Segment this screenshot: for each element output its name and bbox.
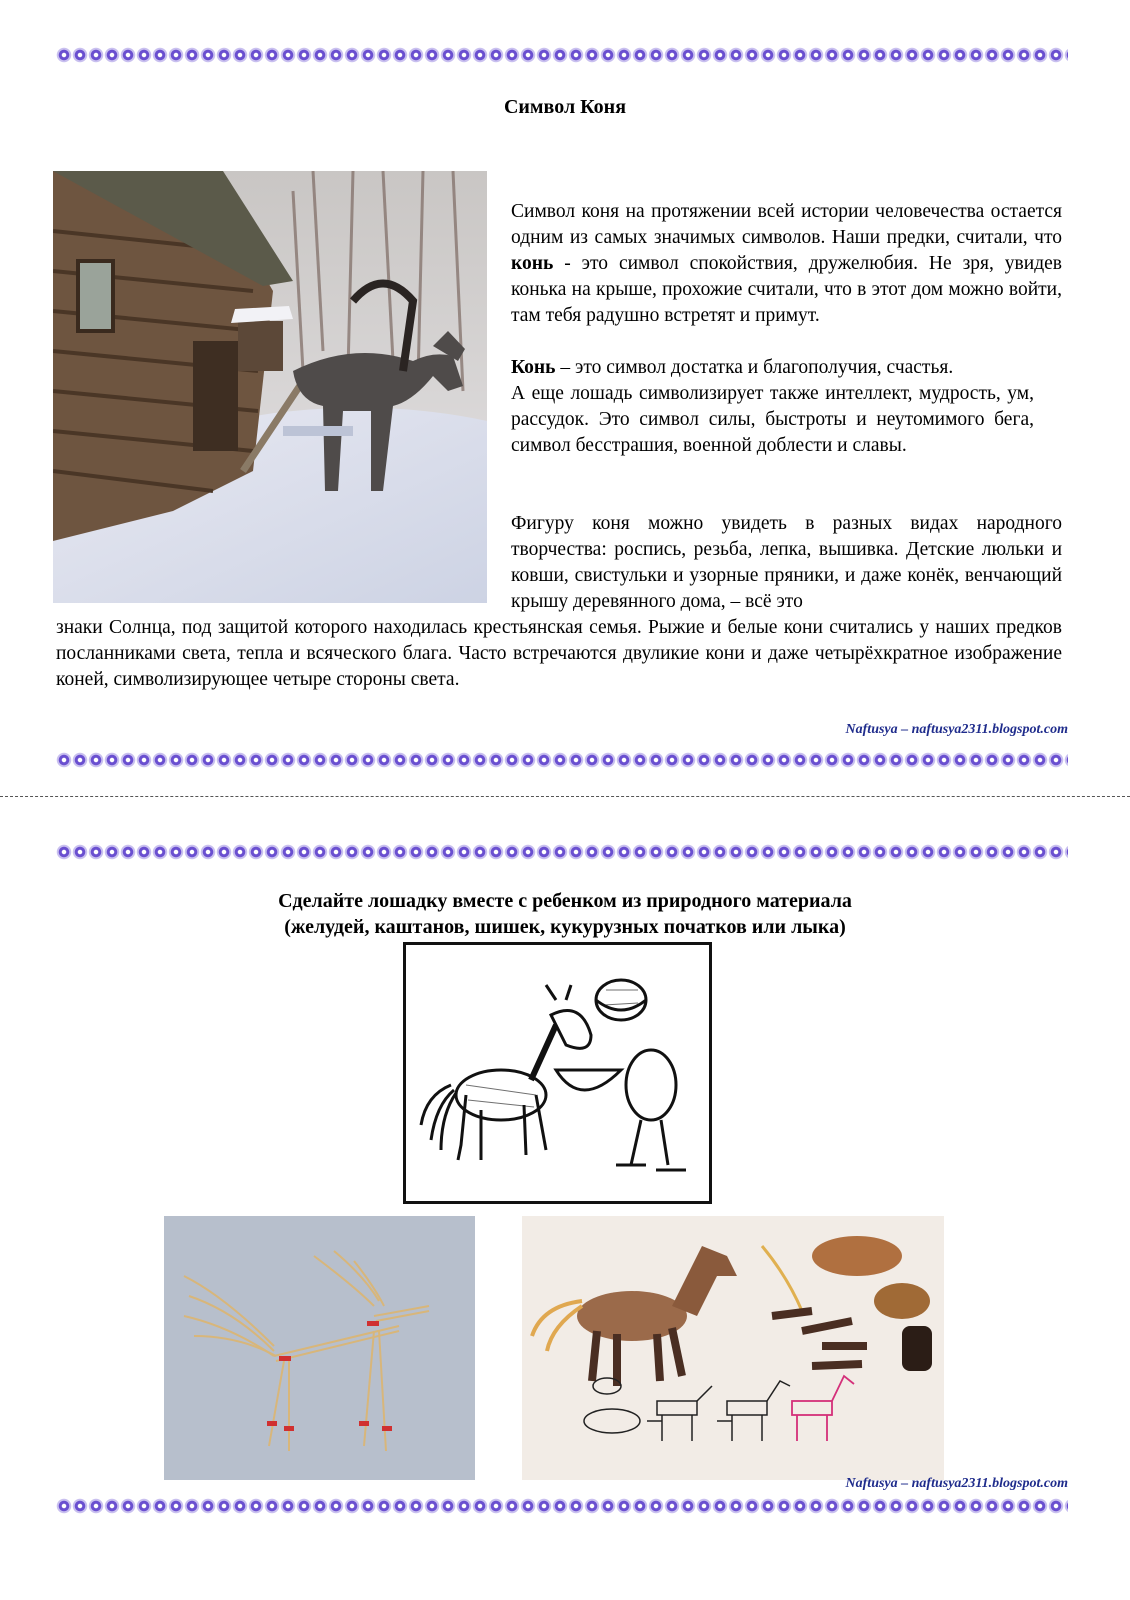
cut-line [0,796,1130,797]
intellect-paragraph: А еще лошадь символизирует также интеллект, мудрость, ум, рассудок. Это символ силы, быстроты и неутомимого бега, символ бесстрашия, военной доблести и славы. [511,383,1034,456]
section2-title-line1: Сделайте лошадку вместе с ребенком из природного материала [278,890,852,912]
corn-horse-illustration [522,1216,944,1480]
bottom-border-ornament-2 [56,1498,1068,1514]
credit-bottom: Naftusya – naftusya2311.blogspot.com [845,1476,1068,1491]
top-border-ornament [56,47,1068,63]
intro-paragraph: Символ коня на протяжении всей истории человечества остается одним из самых значимых символов. Наши предки, считали, что конь - это символ спокойствия, дружелюбия. Не зря, увидев конька на крыше, прохожие считали, что в этот дом можно войти, там тебя радушно встретят и примут. [511,201,1062,326]
bottom-border-ornament-1 [56,752,1068,768]
section1-title: Символ Коня [503,96,627,118]
straw-horse-photo [164,1216,475,1480]
section2-title [0,888,1130,940]
folk-art-paragraph: Фигуру коня можно увидеть в разных видах народного творчества: роспись, резьба, лепка, вышивка. Детские люльки и ковши, свистульки и узорные пряники, и даже конёк, венчающий крышу деревянного дома, – всё это [511,513,1062,612]
acorn-horse-drawing [403,942,712,1204]
credit-top: Naftusya – naftusya2311.blogspot.com [845,722,1068,737]
wealth-paragraph: Конь – это символ достатка и благополучия, счастья. [511,357,954,378]
sun-signs-paragraph: знаки Солнца, под защитой которого находилась крестьянская семья. Рыжие и белые кони считались у наших предков посланниками света, тепла и всяческого блага. Часто встречаются двуликие кони и даже четырёхкратное изображение коней, символизирующее четыре стороны света. [56,617,1062,690]
painting-horse-sleigh [53,171,487,603]
section2-title-line2: (желудей, каштанов, шишек, кукурузных початков или лыка) [284,916,846,938]
top-border-ornament-2 [56,844,1068,860]
